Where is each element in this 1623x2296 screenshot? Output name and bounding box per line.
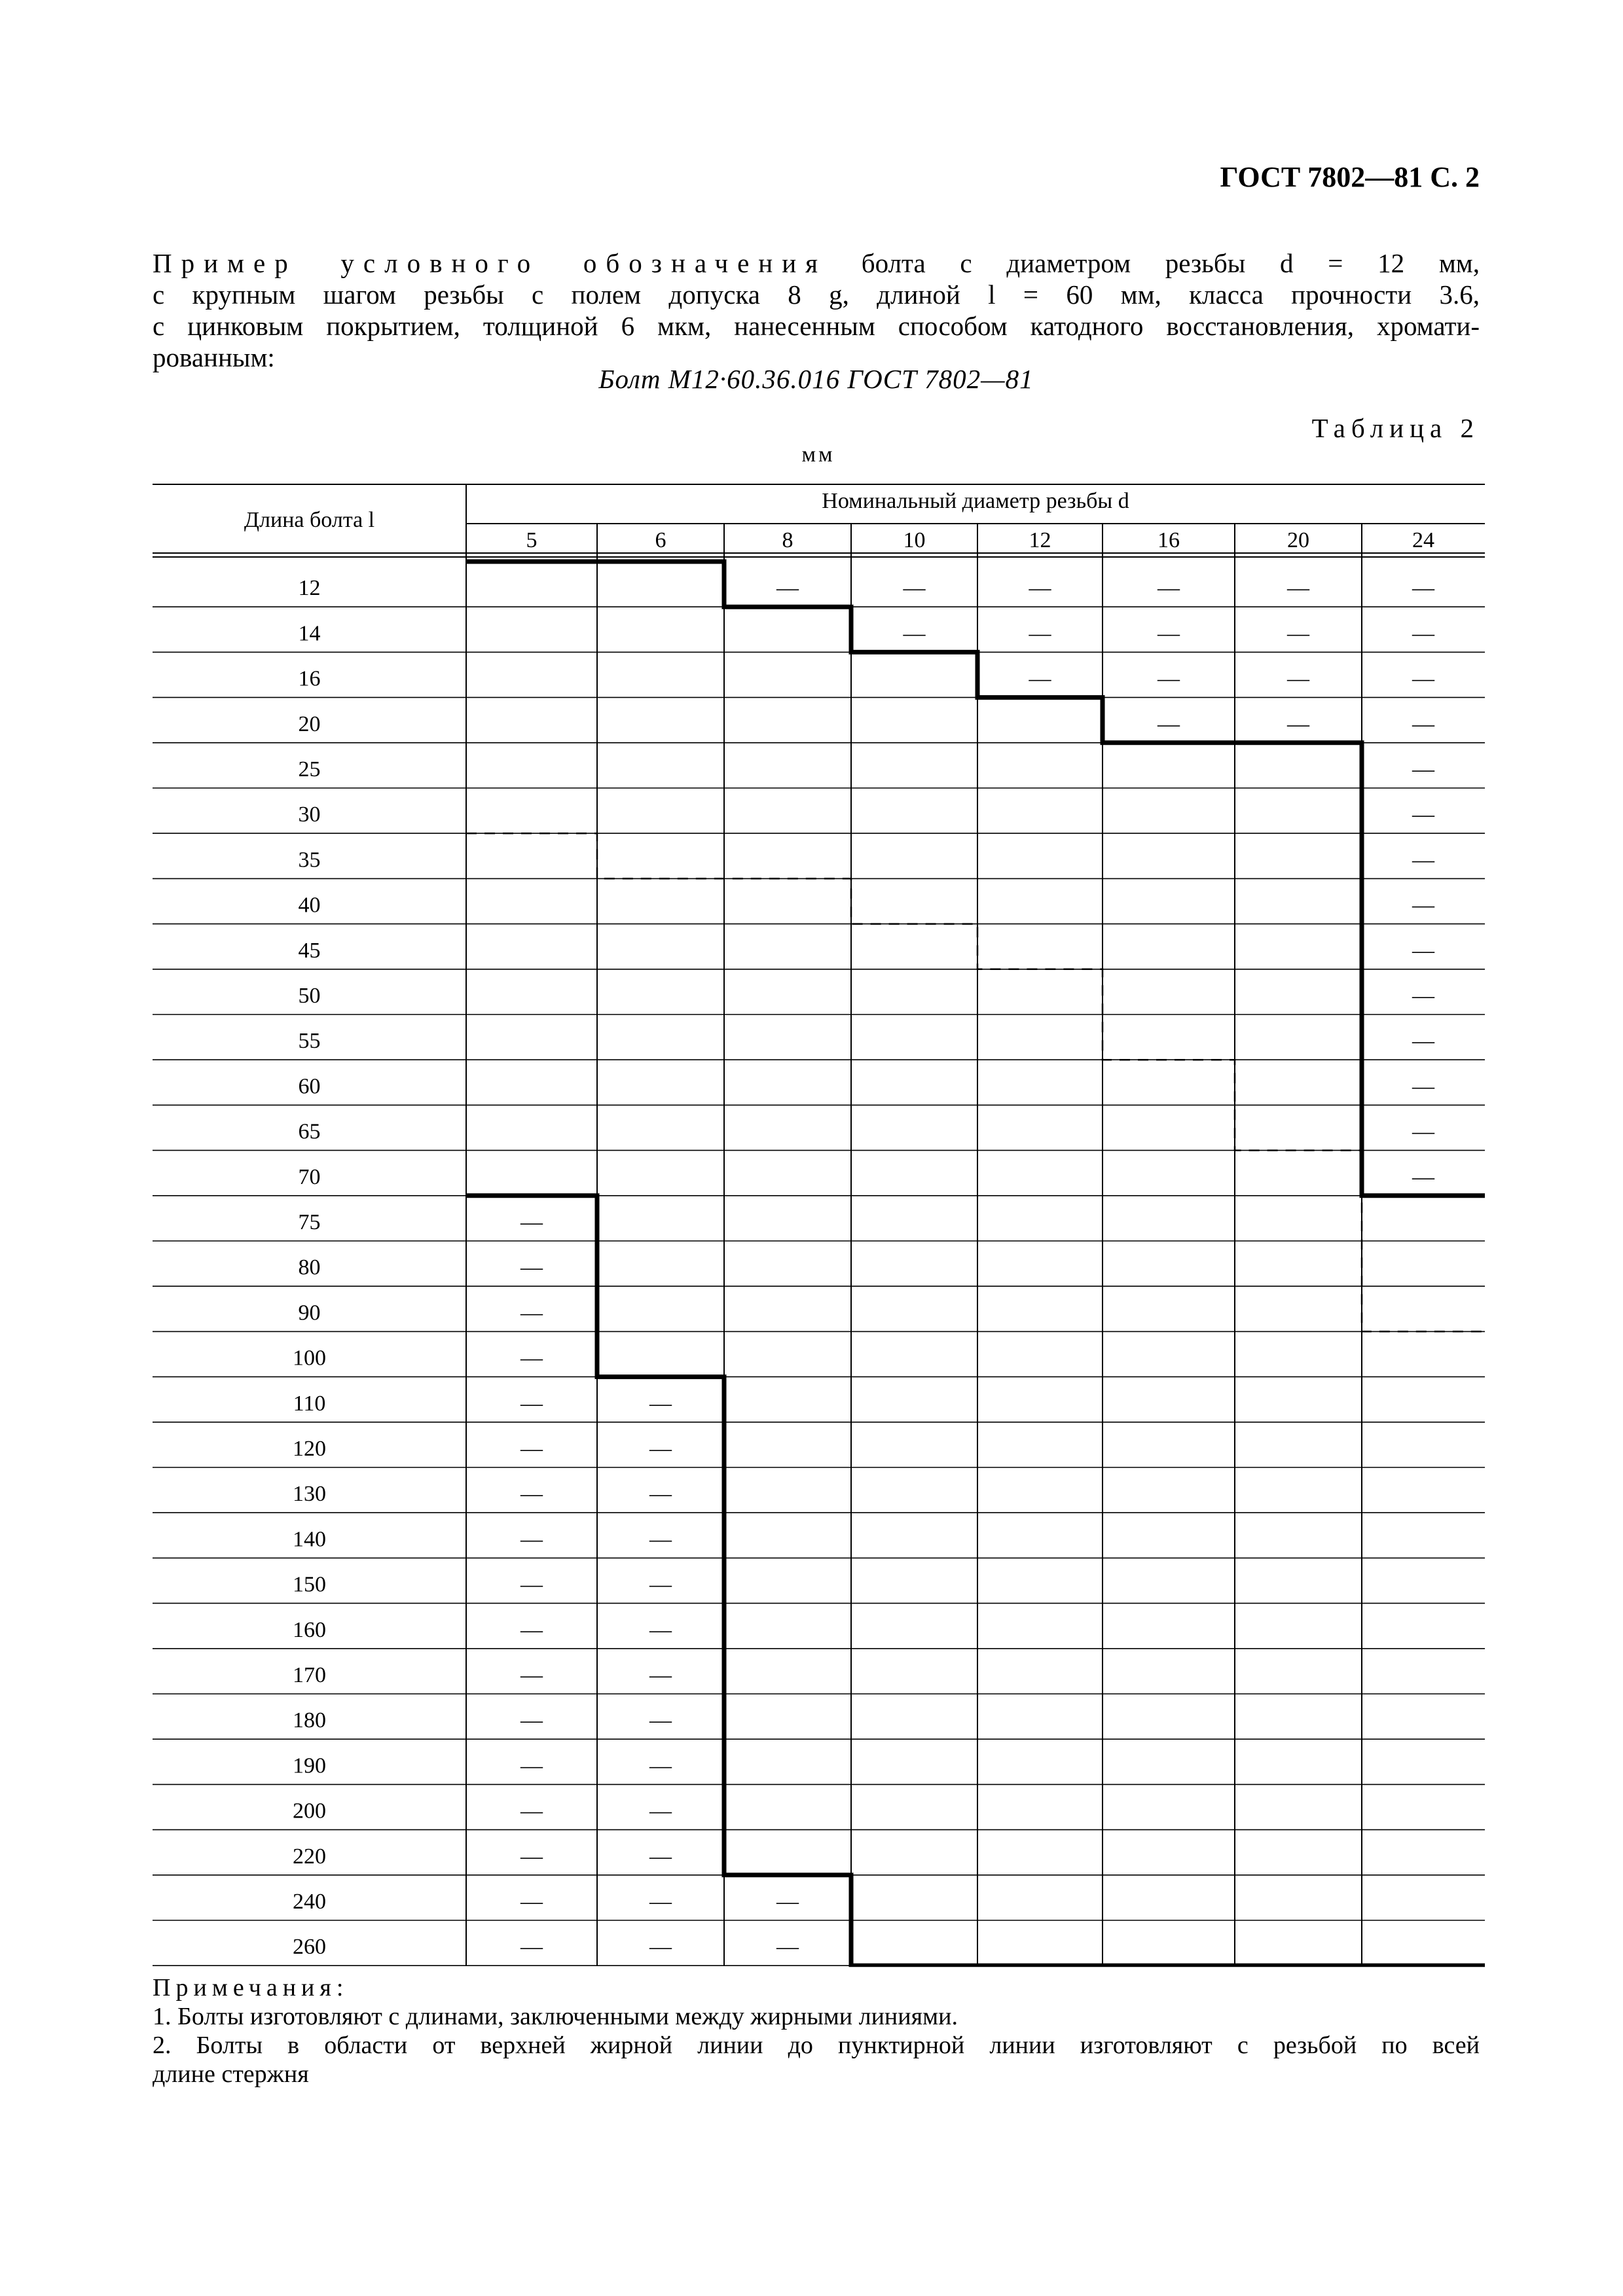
lower-bold-boundary [466,1196,1485,1965]
dash-cell: — [649,1527,672,1552]
page-header: ГОСТ 7802—81 С. 2 [1220,161,1480,193]
length-cell-240: 240 [293,1890,326,1914]
intro-lead: Пример условного обозначения [153,248,828,278]
dash-cell: — [1412,984,1434,1008]
dash-cell: — [1158,711,1180,736]
length-cell-12: 12 [298,576,321,601]
dash-cell: — [1412,1074,1434,1099]
diameter-header-16: 16 [1158,528,1180,552]
length-cell-220: 220 [293,1844,326,1869]
dash-cell: — [649,1617,672,1642]
table-label: Таблица 2 [1311,413,1480,443]
dash-cell: — [649,1663,672,1687]
length-cell-16: 16 [298,666,321,691]
dash-cell: — [776,576,799,601]
dash-cell: — [649,1391,672,1416]
dash-cell: — [1029,576,1051,601]
intro-line-2: с крупным шагом резьбы с полем допуска 8 g, длиной l = 60 мм, класса прочности 3.6, [153,279,1480,310]
note-2: 2. Болты в области от верхней жирной линии до пунктирной линии изготовляют с резьбой по всей [153,2032,1480,2059]
dash-cell: — [649,1572,672,1597]
dash-cell: — [1287,666,1309,691]
dash-cell: — [520,1572,543,1597]
dashed-thread-boundary [466,833,1485,1331]
dash-cell: — [649,1844,672,1869]
dash-cell: — [1412,621,1434,646]
dash-cell: — [520,1527,543,1552]
dash-cell: — [649,1799,672,1823]
length-cell-170: 170 [293,1663,326,1687]
row-header-label: Длина болта l [244,508,375,532]
dash-cell: — [520,1437,543,1461]
diameter-header-5: 5 [526,528,538,552]
notes-title: Примечания: [153,1974,349,2001]
dash-cell: — [1412,757,1434,781]
table-units: мм [801,442,835,467]
note-1: 1. Болты изготовляют с длинами, заключенными между жирными линиями. [153,2003,958,2030]
dash-cell: — [649,1482,672,1507]
length-cell-90: 90 [298,1300,321,1325]
length-cell-140: 140 [293,1527,326,1552]
dash-cell: — [903,576,926,601]
intro-line-1-rest: болта с диаметром резьбы d = 12 мм, [861,248,1480,278]
col-group-header: Номинальный диаметр резьбы d [822,489,1129,513]
dash-cell: — [1287,621,1309,646]
length-cell-80: 80 [298,1255,321,1280]
length-cell-150: 150 [293,1572,326,1597]
dash-cell: — [520,1346,543,1371]
dash-cell: — [649,1890,672,1914]
dash-cell: — [1158,621,1180,646]
dash-cell: — [1412,938,1434,963]
diameter-header-8: 8 [782,528,793,552]
dash-cell: — [649,1753,672,1778]
diameter-header-20: 20 [1287,528,1309,552]
dash-cell: — [520,1753,543,1778]
length-cell-50: 50 [298,984,321,1008]
dash-cell: — [1412,802,1434,827]
dash-cell: — [520,1391,543,1416]
length-cell-14: 14 [298,621,321,646]
diameter-header-12: 12 [1029,528,1051,552]
length-cell-75: 75 [298,1210,321,1234]
dash-cell: — [520,1890,543,1914]
designation-example: Болт М12·60.36.016 ГОСТ 7802—81 [598,364,1034,394]
length-cell-55: 55 [298,1029,321,1054]
length-cell-25: 25 [298,757,321,781]
length-cell-120: 120 [293,1437,326,1461]
length-cell-190: 190 [293,1753,326,1778]
dash-cell: — [1412,711,1434,736]
dash-cell: — [1412,1029,1434,1054]
length-cell-35: 35 [298,848,321,872]
dash-cell: — [1412,848,1434,872]
dash-cell: — [1158,576,1180,601]
length-cell-160: 160 [293,1617,326,1642]
dash-cell: — [1412,1164,1434,1189]
dash-cell: — [520,1844,543,1869]
dash-cell: — [649,1708,672,1733]
length-cell-60: 60 [298,1074,321,1099]
dash-cell: — [520,1708,543,1733]
dash-cell: — [1158,666,1180,691]
dash-cell: — [1287,711,1309,736]
length-cell-45: 45 [298,938,321,963]
dash-cell: — [776,1935,799,1960]
dash-cell: — [1412,576,1434,601]
dash-cell: — [520,1617,543,1642]
dash-cell: — [520,1799,543,1823]
dash-cell: — [520,1255,543,1280]
diameter-header-10: 10 [903,528,926,552]
dash-cell: — [1029,621,1051,646]
length-cell-70: 70 [298,1164,321,1189]
dash-cell: — [520,1482,543,1507]
intro-line-4: рованным: [153,342,275,372]
dash-cell: — [649,1935,672,1960]
dash-cell: — [1287,576,1309,601]
length-cell-20: 20 [298,711,321,736]
diameter-header-6: 6 [655,528,666,552]
dash-cell: — [1029,666,1051,691]
length-cell-260: 260 [293,1935,326,1960]
dash-cell: — [1412,666,1434,691]
dash-cell: — [649,1437,672,1461]
notes-block [153,1973,1480,2089]
intro-line-3: с цинковым покрытием, толщиной 6 мкм, нанесенным способом катодного восстановления, хромати- [153,311,1480,341]
diameter-header-24: 24 [1412,528,1434,552]
note-2-continued: длине стержня [153,2060,309,2088]
length-cell-65: 65 [298,1119,321,1144]
length-cell-180: 180 [293,1708,326,1733]
length-cell-200: 200 [293,1799,326,1823]
length-cell-100: 100 [293,1346,326,1371]
dash-cell: — [776,1890,799,1914]
dash-cell: — [520,1663,543,1687]
dash-cell: — [520,1300,543,1325]
length-cell-30: 30 [298,802,321,827]
dash-cell: — [520,1210,543,1234]
dash-cell: — [520,1935,543,1960]
dash-cell: — [903,621,926,646]
length-cell-40: 40 [298,893,321,918]
length-cell-110: 110 [293,1391,326,1416]
dash-cell: — [1412,893,1434,918]
dash-cell: — [1412,1119,1434,1144]
length-cell-130: 130 [293,1482,326,1507]
